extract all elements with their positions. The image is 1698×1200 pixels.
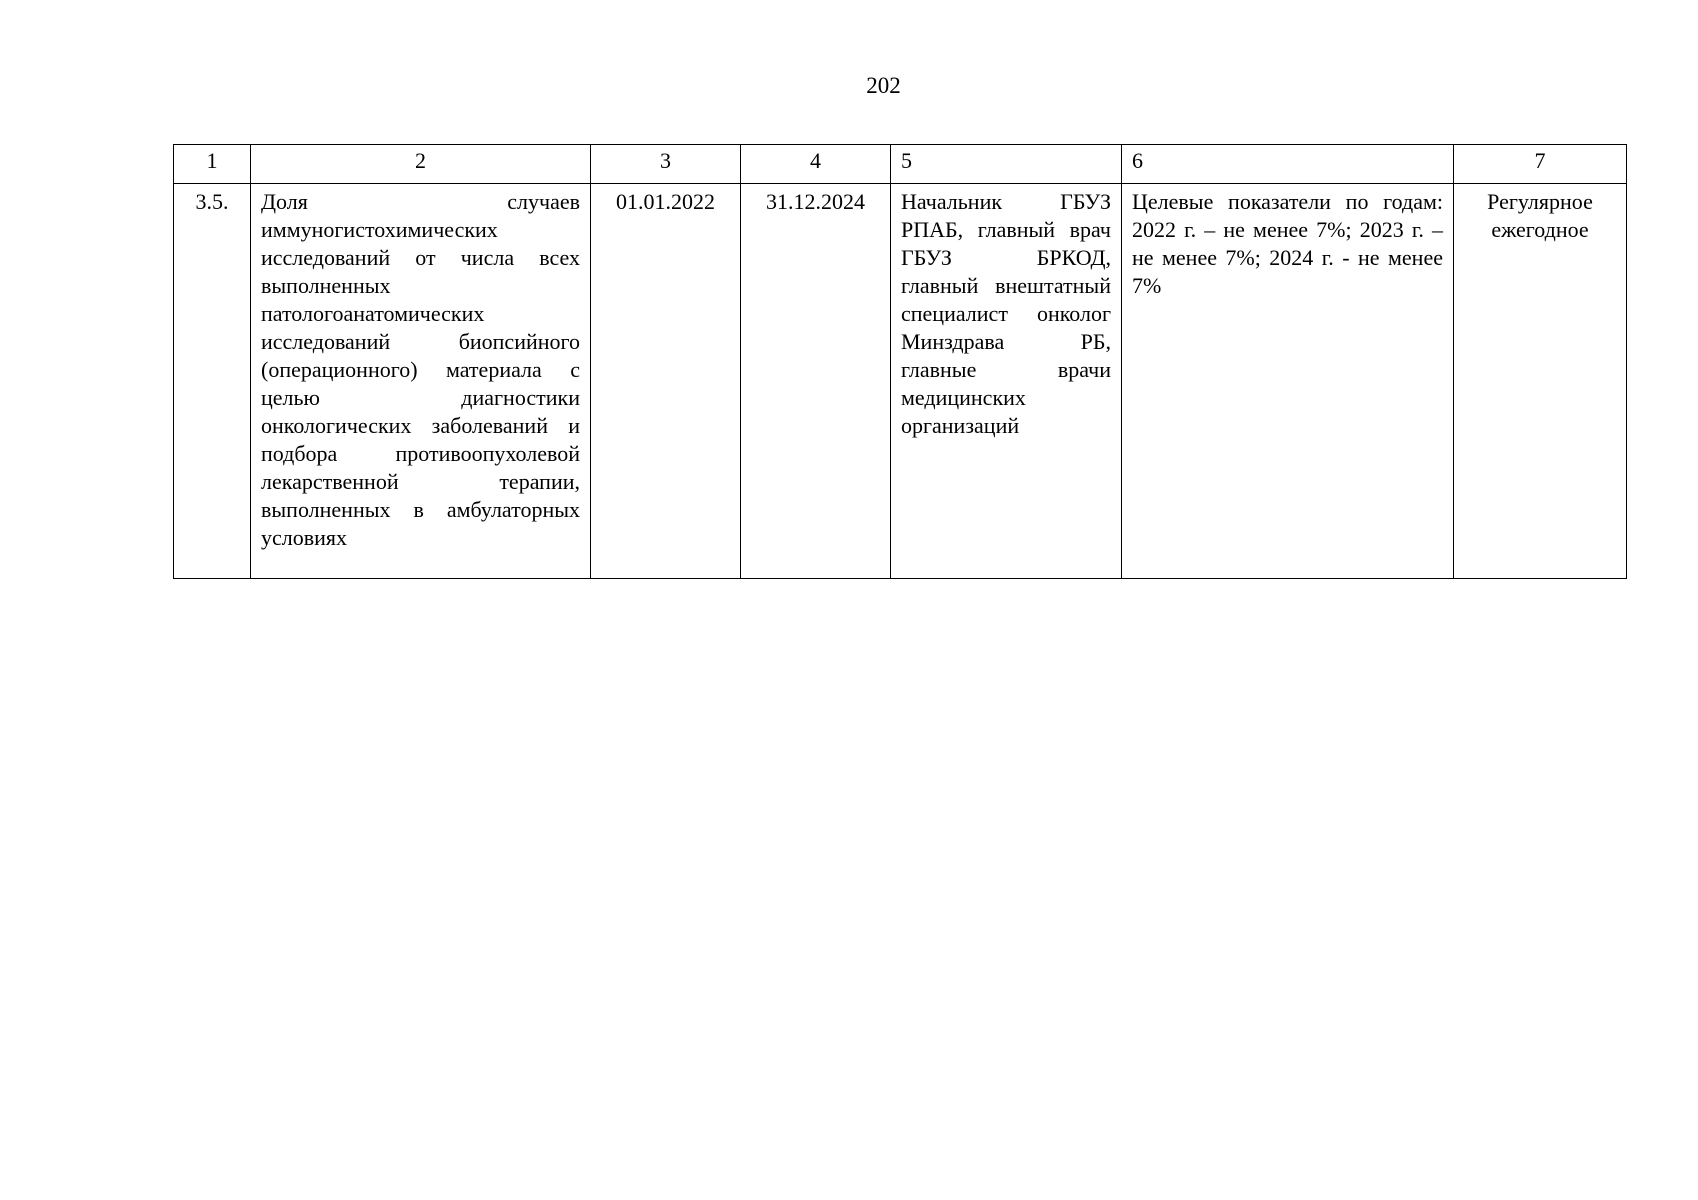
item-number: 3.5. — [174, 184, 251, 579]
column-number-3: 3 — [591, 145, 741, 184]
end-date: 31.12.2024 — [741, 184, 891, 579]
column-number-4: 4 — [741, 145, 891, 184]
target-indicators: Целевые показатели по годам: 2022 г. – не менее 7%; 2023 г. – не менее 7%; 2024 г. - не менее 7% — [1122, 184, 1454, 579]
column-number-1: 1 — [174, 145, 251, 184]
page-number: 202 — [866, 73, 901, 98]
table-row — [174, 184, 1627, 579]
table-header-row — [174, 145, 1627, 184]
start-date: 01.01.2022 — [591, 184, 741, 579]
column-number-6: 6 — [1122, 145, 1454, 184]
column-number-2: 2 — [251, 145, 591, 184]
responsible-persons: Начальник ГБУЗ РПАБ, главный врач ГБУЗ БРКОД, главный внештатный специалист онколог Минздрава РБ, главные врачи медицинских организаций — [891, 184, 1122, 579]
periodicity: Регулярное ежегодное — [1454, 184, 1627, 579]
indicator-description: Доля случаев иммуногистохимических исследований от числа всех выполненных патологоанатомических исследований биопсийного (операционного) материала с целью диагностики онкологических заболеваний и подбора противоопухолевой лекарственной терапии, выполненных в амбулаторных условиях — [251, 184, 591, 579]
column-number-7: 7 — [1454, 145, 1627, 184]
column-number-5: 5 — [891, 145, 1122, 184]
document-table — [173, 144, 1627, 579]
